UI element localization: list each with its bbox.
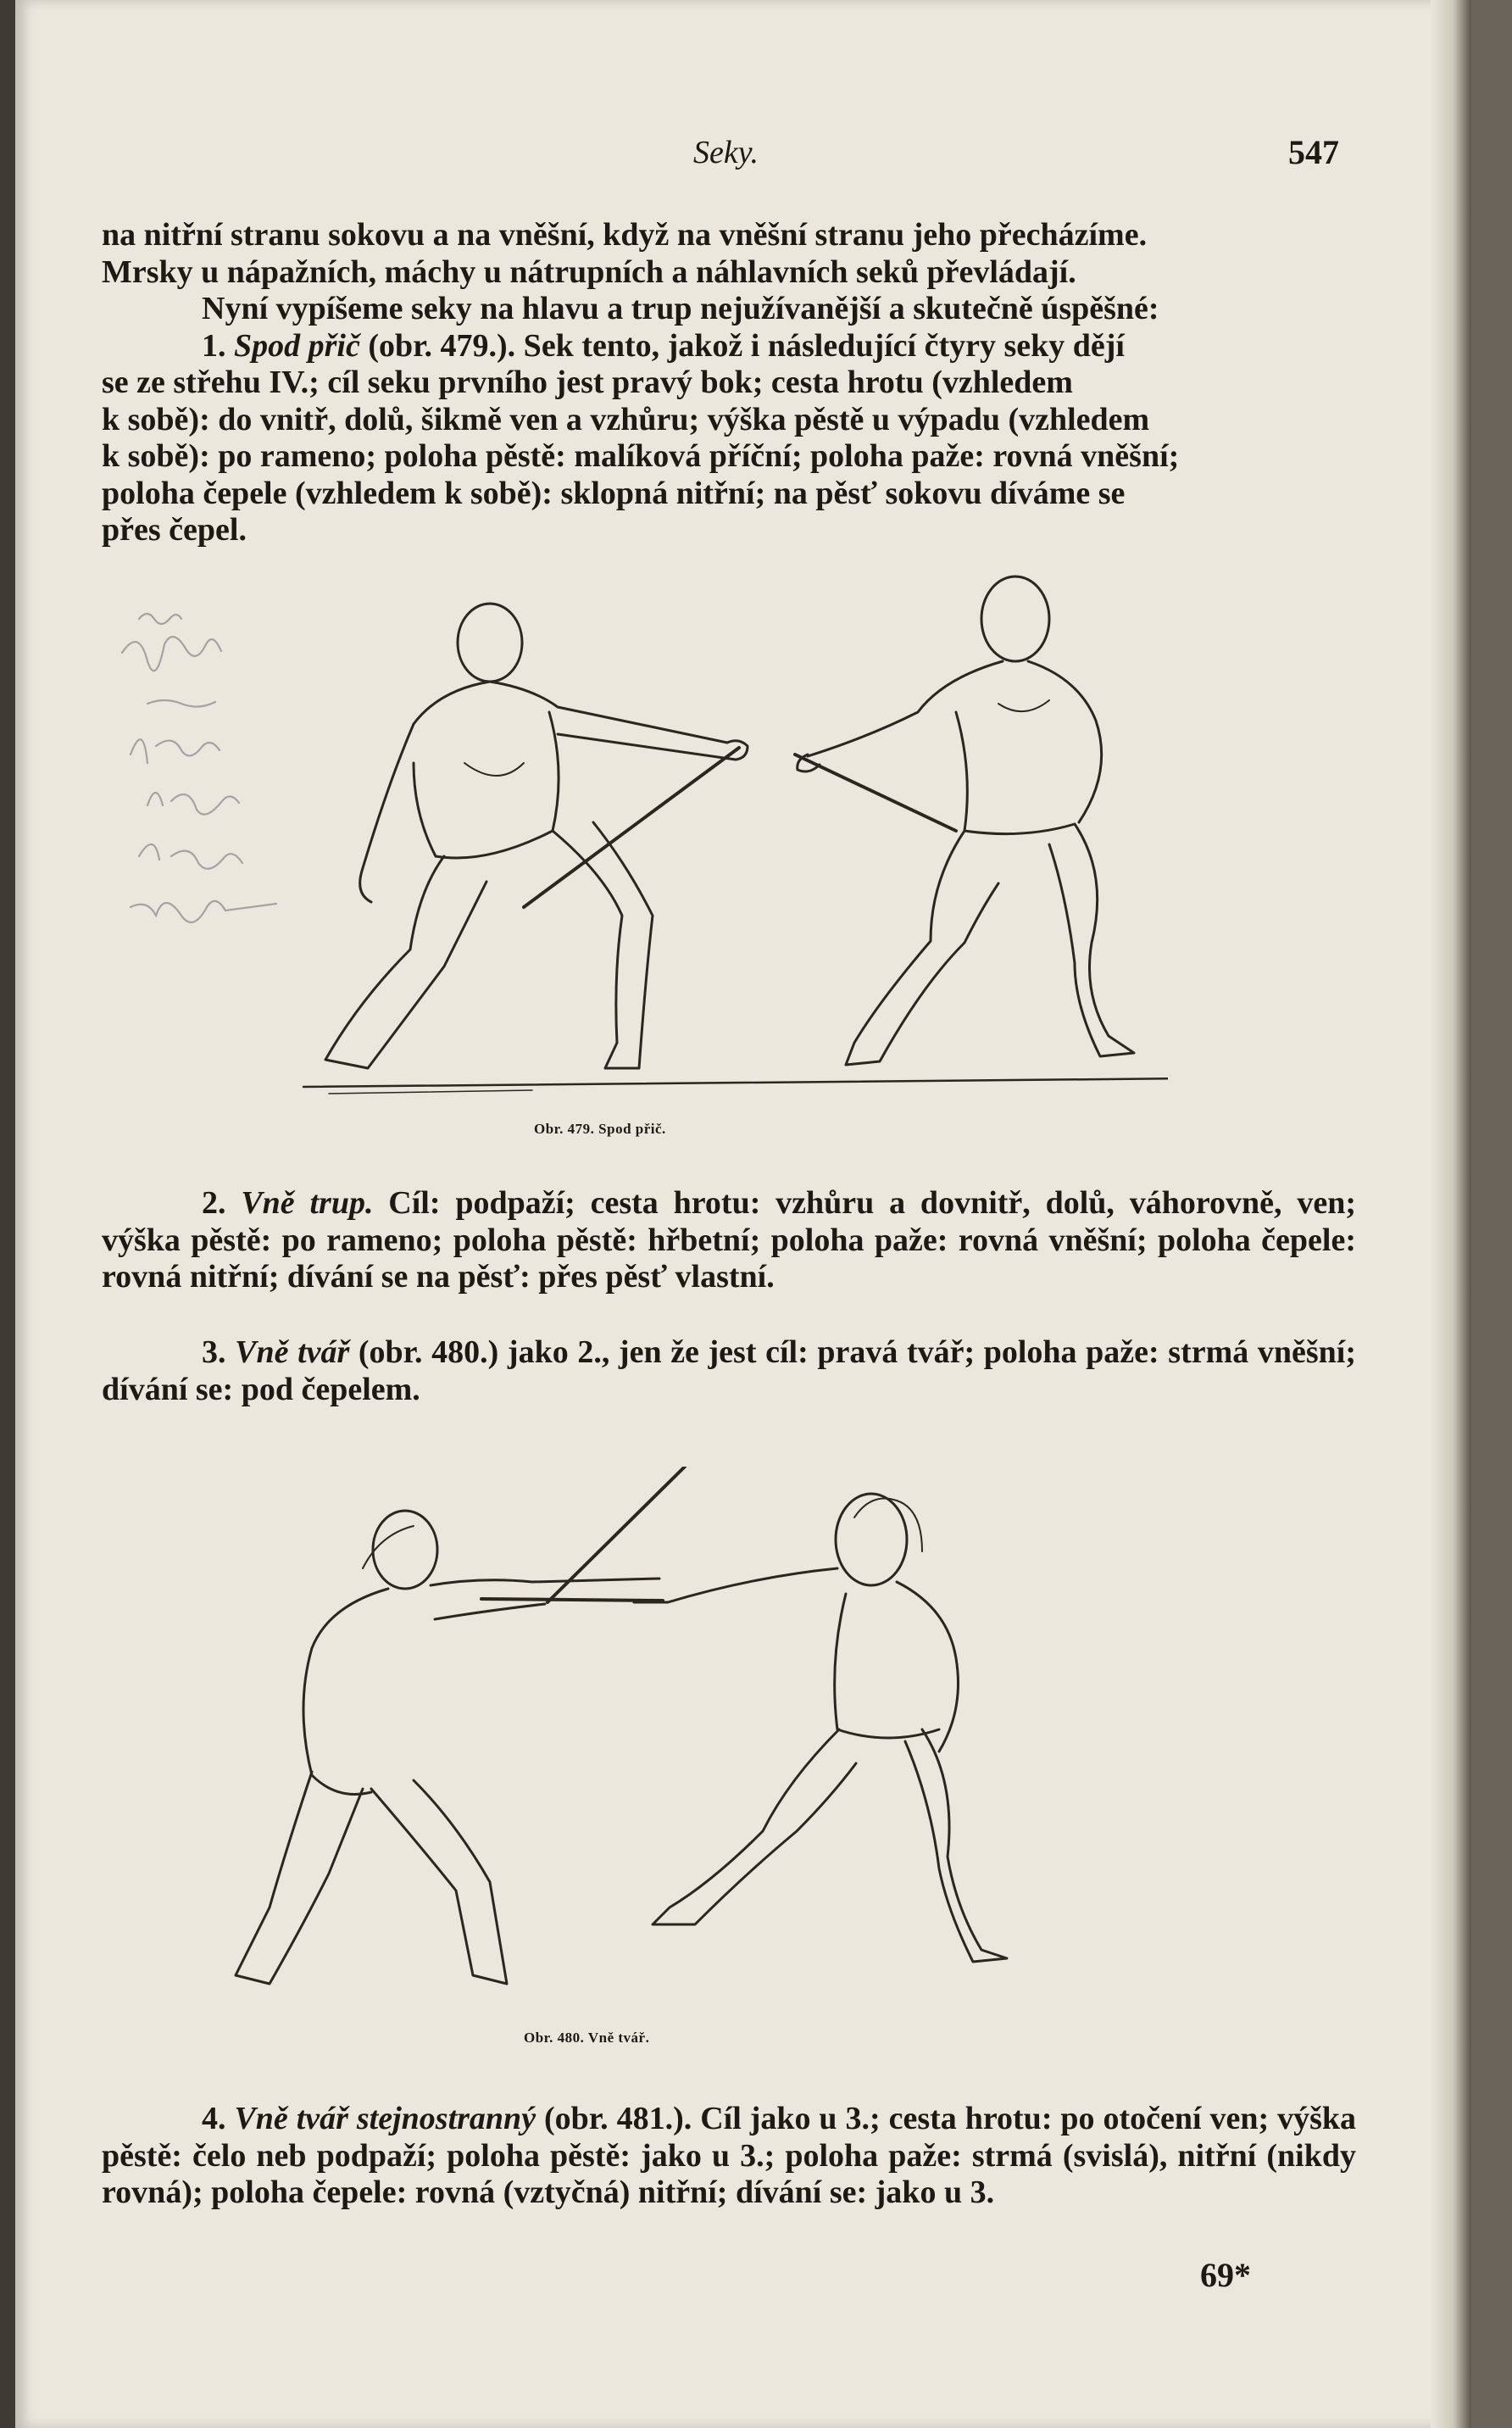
paragraph-4 — [102, 2101, 1356, 2212]
item-title: Spod přič — [234, 327, 360, 364]
running-title: Seky. — [693, 135, 759, 170]
text-line: k sobě): po rameno; poloha pěstě: malíková příční; poloha paže: rovná vněšní; — [102, 438, 1180, 474]
paragraph-text: Cíl: podpaží; cesta hrotu: vzhůru a dovnitř, dolů, váhorovně, ven; výška pěstě: po rameno; poloha pěstě: hřbetní; poloha paže: rovná vněšní; poloha čepele: rovná nitřní; dívání se na pěsť: přes pěsť vlastní. — [102, 1185, 1357, 1295]
figure-480-illustration — [227, 1467, 1185, 2018]
item-number: 4. — [202, 2101, 226, 2136]
figure-479-caption: Obr. 479. Spod přič. — [534, 1121, 666, 1137]
item-number: 2. — [202, 1185, 226, 1221]
binding-gutter — [0, 0, 15, 2428]
text-line: Mrsky u nápažních, máchy u nátrupních a náhlavních seků převládají. — [102, 253, 1076, 290]
page-number: 547 — [1288, 133, 1339, 171]
text-line: na nitřní stranu sokovu a na vněšní, když na vněšní stranu jeho přecházíme. — [102, 217, 1148, 253]
paragraph-1 — [102, 217, 1356, 549]
figure-479-illustration — [210, 551, 1168, 1111]
paragraph-2 — [102, 1185, 1356, 1296]
item-number: 1. — [202, 327, 226, 364]
item-title: Vně trup. — [241, 1185, 374, 1221]
text-line: poloha čepele (vzhledem k sobě): sklopná nitřní; na pěsť sokovu díváme se — [102, 475, 1126, 511]
text-line: se ze střehu IV.; cíl seku prvního jest pravý bok; cesta hrotu (vzhledem — [102, 365, 1073, 400]
book-page — [15, 0, 1471, 2428]
item-title: Vně tvář — [235, 1334, 350, 1370]
item-number: 3. — [202, 1334, 226, 1370]
paragraph-text: (obr. 481.). Cíl jako u 3.; cesta hrotu: po otočení ven; výška pěstě: čelo neb podpaží; poloha pěstě: jako u 3.; poloha paže: strmá (svislá), nitřní (nikdy rovná); poloha čepele: rovná (vztyčná) nitřní; dívání se: jako u 3. — [102, 2101, 1357, 2210]
text-line: Nyní vypíšeme seky na hlavu a trup nejužívanější a skutečně úspěšné: — [202, 291, 1159, 326]
signature-mark: 69* — [1200, 2256, 1251, 2294]
figure-480-caption: Obr. 480. Vně tvář. — [524, 2030, 650, 2046]
item-title: Vně tvář stejnostranný — [234, 2101, 536, 2136]
text-line: 1. Spod přič (obr. 479.). Sek tento, jakož i následující čtyry seky dějí — [202, 327, 1125, 364]
paragraph-3 — [102, 1334, 1356, 1408]
text-line: přes čepel. — [102, 512, 247, 548]
page-edge-shadow — [1431, 0, 1471, 2428]
text-line: k sobě): do vnitř, dolů, šikmě ven a vzhůru; výška pěstě u výpadu (vzhledem — [102, 401, 1150, 437]
paragraph-text: (obr. 480.) jako 2., jen že jest cíl: pravá tvář; poloha paže: strmá vněšní; dívání se: pod čepelem. — [102, 1334, 1356, 1407]
